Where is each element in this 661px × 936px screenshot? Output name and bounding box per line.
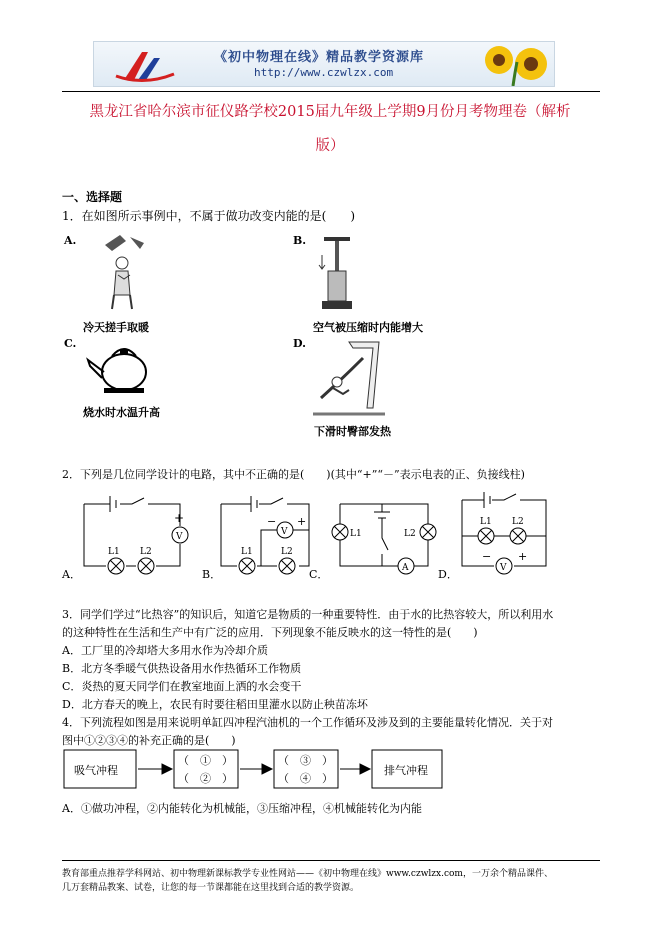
compression-cylinder-illustration <box>318 235 356 315</box>
flow-box-exhaust: 排气冲程 <box>384 764 428 777</box>
svg-text:L2: L2 <box>140 547 152 557</box>
circuit-b <box>215 490 315 580</box>
flow-box-2-top: （ ① ） <box>178 754 233 767</box>
section-heading: 一、选择题 <box>62 190 123 204</box>
q2-option-d: D． <box>438 568 458 581</box>
q4-stem-line1: 4．下列流程如图是用来说明单缸四冲程汽油机的一个工作循环及涉及到的主要能量转化情况．关于对 <box>62 716 553 729</box>
q3-stem-line1: 3．同学们学过“比热容”的知识后，知道它是物质的一种重要特性．由于水的比热容较大，所以利用水 <box>62 608 554 621</box>
q1-option-c-caption: 烧水时水温升高 <box>83 406 160 419</box>
svg-text:L1: L1 <box>241 547 253 557</box>
svg-text:L1: L1 <box>108 547 120 557</box>
q2-option-a: A． <box>62 568 81 581</box>
q1-option-c-letter: C. <box>64 337 77 350</box>
q3-option-b: B．北方冬季暖气供热设备用水作热循环工作物质 <box>62 662 302 675</box>
q2-option-c: C． <box>309 568 329 581</box>
circuit-c <box>328 498 438 578</box>
header-banner <box>93 41 555 87</box>
banner-title: 《初中物理在线》精品教学资源库 <box>214 50 425 65</box>
svg-text:+: + <box>174 511 185 525</box>
flow-box-intake: 吸气冲程 <box>74 764 118 777</box>
q1-option-b-letter: B. <box>293 234 307 247</box>
q2-option-b: B． <box>202 568 222 581</box>
svg-text:V: V <box>500 563 507 573</box>
q1-stem: 1．在如图所示事例中，不属于做功改变内能的是( ) <box>62 209 356 223</box>
sunflower-icon <box>479 42 554 86</box>
q1-option-a-caption: 冷天搓手取暖 <box>83 321 149 334</box>
slide-illustration <box>313 338 385 420</box>
svg-text:+: + <box>297 515 307 528</box>
q4-option-a: A．①做功冲程，②内能转化为机械能，③压缩冲程，④机械能转化为内能 <box>62 802 422 815</box>
header-rule <box>62 91 600 92</box>
svg-text:V: V <box>281 527 288 537</box>
footer-line2: 几万套精品教案、试卷，让您的每一节课都能在这里找到合适的教学资源。 <box>62 883 360 893</box>
q3-option-d: D．北方春天的晚上，农民有时要往稻田里灌水以防止秧苗冻坏 <box>62 698 368 711</box>
banner-url: http://www.czwlzx.com <box>254 66 394 79</box>
q1-option-d-caption: 下滑时臀部发热 <box>314 425 391 438</box>
svg-text:L1: L1 <box>350 529 362 539</box>
footer-line1: 教育部重点推荐学科网站、初中物理新课标教学专业性网站——《初中物理在线》www.czwlzx.com，一万余个精品课件、 <box>62 869 553 879</box>
svg-text:+: + <box>518 550 528 563</box>
q1-option-d-letter: D. <box>293 337 306 350</box>
q2-stem: 2．下列是几位同学设计的电路，其中不正确的是( )(其中“+”“－”表示电表的正、负接线柱) <box>62 468 525 481</box>
svg-text:L2: L2 <box>512 517 524 527</box>
svg-text:V: V <box>176 532 183 542</box>
q3-stem-line2: 的这种特性在生活和生产中有广泛的应用．下列现象不能反映水的这一特性的是( ) <box>62 626 478 639</box>
flow-box-3-bottom: （ ④ ） <box>278 772 333 785</box>
flow-box-2-bottom: （ ② ） <box>178 772 233 785</box>
q1-option-b-caption: 空气被压缩时内能增大 <box>313 321 423 334</box>
svg-text:L1: L1 <box>480 517 492 527</box>
kettle-illustration <box>86 340 152 400</box>
q4-stem-line2: 图中①②③④的补充正确的是( ) <box>62 734 236 747</box>
footer-rule <box>62 860 600 861</box>
document-title-line2: 版） <box>315 138 345 154</box>
svg-text:L2: L2 <box>281 547 293 557</box>
q3-option-c: C．炎热的夏天同学们在教室地面上洒的水会变干 <box>62 680 302 693</box>
svg-text:−: − <box>482 550 492 563</box>
document-title-line1: 黑龙江省哈尔滨市征仪路学校2015届九年级上学期9月份月考物理卷（解析 <box>89 104 571 120</box>
svg-text:L2: L2 <box>404 529 416 539</box>
svg-text:A: A <box>402 563 409 573</box>
logo-icon <box>114 46 184 84</box>
circuit-d <box>458 490 550 580</box>
q1-option-a-letter: A. <box>64 234 77 247</box>
rubbing-hands-illustration <box>100 233 150 311</box>
flow-box-3-top: （ ③ ） <box>278 754 333 767</box>
circuit-a <box>80 490 190 580</box>
svg-text:−: − <box>267 515 277 528</box>
q3-option-a: A．工厂里的冷却塔大多用水作为冷却介质 <box>62 644 268 657</box>
